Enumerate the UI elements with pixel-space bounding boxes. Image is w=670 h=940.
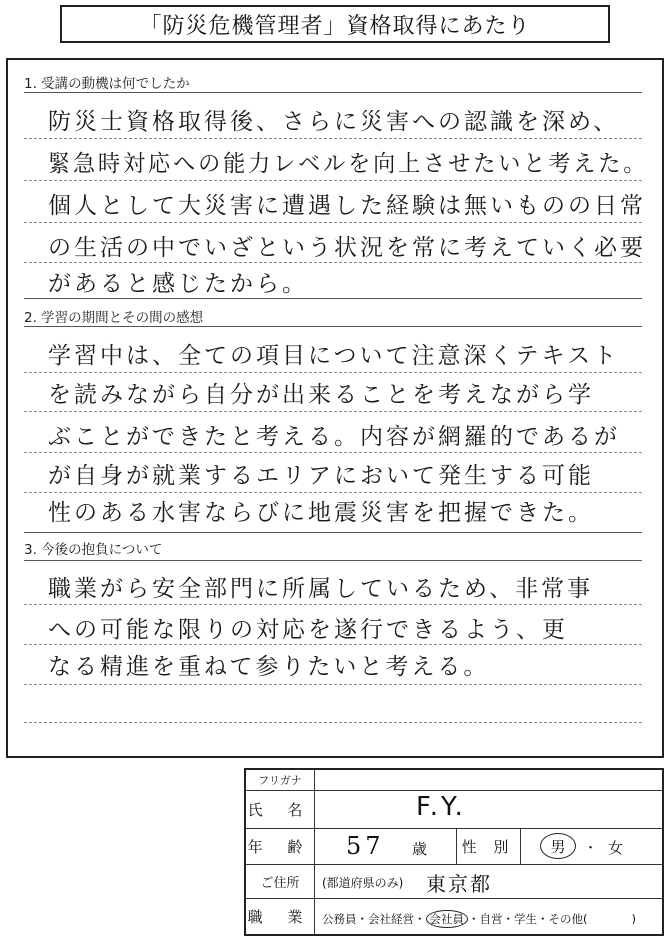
rule xyxy=(24,684,642,685)
answer-1-line-1: 防災士資格取得後、さらに災害への認識を深め、 xyxy=(48,109,620,135)
rule xyxy=(24,298,642,299)
job-options-right: ・自営・学生・その他( xyxy=(468,912,588,926)
name-value: F.Y. xyxy=(416,792,466,822)
answer-1-line-2: 緊急時対応への能力レベルを向上させたいと考えた。 xyxy=(48,151,649,177)
rule xyxy=(24,604,642,605)
age-label: 年 齢 xyxy=(247,837,313,856)
rule xyxy=(24,372,642,373)
gender-separator: ・ xyxy=(584,841,598,856)
answer-2-line-2: を読みながら自分が出来ることを考えながら学 xyxy=(48,382,594,408)
rule xyxy=(24,644,642,645)
rule xyxy=(24,92,642,93)
name-label: 氏 名 xyxy=(247,800,313,819)
rule xyxy=(24,532,642,533)
rule xyxy=(24,326,642,327)
rule xyxy=(24,222,642,223)
address-label: ご住所 xyxy=(260,875,300,891)
answer-1-line-3: 個人として大災害に遭遇した経験は無いものの日常 xyxy=(48,193,646,219)
answer-2-line-1: 学習中は、全ての項目について注意深くテキスト xyxy=(48,343,620,369)
job-close-paren: ) xyxy=(631,912,636,926)
answer-1-line-5: があると感じたから。 xyxy=(48,271,308,297)
answer-2-line-5: 性のある水害ならびに地震災害を把握できた。 xyxy=(48,500,594,526)
job-options-left: 公務員・会社経営・ xyxy=(322,912,426,926)
rule xyxy=(24,722,642,723)
rule xyxy=(24,452,642,453)
furigana-label: フリガナ xyxy=(258,774,302,787)
answer-2-line-4: が自身が就業するエリアにおいて発生する可能 xyxy=(48,463,594,489)
rule xyxy=(24,180,642,181)
address-note: (都道府県のみ) xyxy=(322,876,404,890)
rule xyxy=(24,411,642,412)
rule xyxy=(24,138,642,139)
gender-female: 女 xyxy=(608,839,624,857)
answer-3-line-3: なる精進を重ねて参りたいと考える。 xyxy=(48,654,490,680)
answer-1-line-4: の生活の中でいざという状況を常に考えていく必要 xyxy=(48,235,646,261)
section-2-heading: 2. 学習の期間とその間の感想 xyxy=(24,310,204,326)
document-title: 「防災危機管理者」資格取得にあたり xyxy=(60,5,610,43)
rule xyxy=(24,492,642,493)
answer-3-line-2: への可能な限りの対応を遂行できるよう、更 xyxy=(48,617,568,643)
column-divider xyxy=(314,770,315,934)
section-1-heading: 1. 受講の動機は何でしたか xyxy=(24,76,190,92)
job-selected-circled: 会社員 xyxy=(426,910,469,928)
rule xyxy=(24,560,642,561)
section-3-heading: 3. 今後の抱負について xyxy=(24,542,163,558)
address-value: 東京都 xyxy=(426,872,492,896)
age-unit: 歳 xyxy=(412,840,428,858)
age-value: 57 xyxy=(346,832,385,860)
job-label: 職 業 xyxy=(247,907,313,926)
answer-2-line-3: ぶことができたと考える。内容が網羅的であるが xyxy=(48,424,620,450)
answer-3-line-1: 職業がら安全部門に所属しているため、非常事 xyxy=(48,576,594,602)
gender-male-circled: 男 xyxy=(540,833,576,859)
rule xyxy=(24,262,642,263)
gender-label: 性 別 xyxy=(461,837,515,856)
job-options xyxy=(322,910,636,928)
cell-divider xyxy=(520,828,521,864)
applicant-info-table xyxy=(244,768,664,936)
